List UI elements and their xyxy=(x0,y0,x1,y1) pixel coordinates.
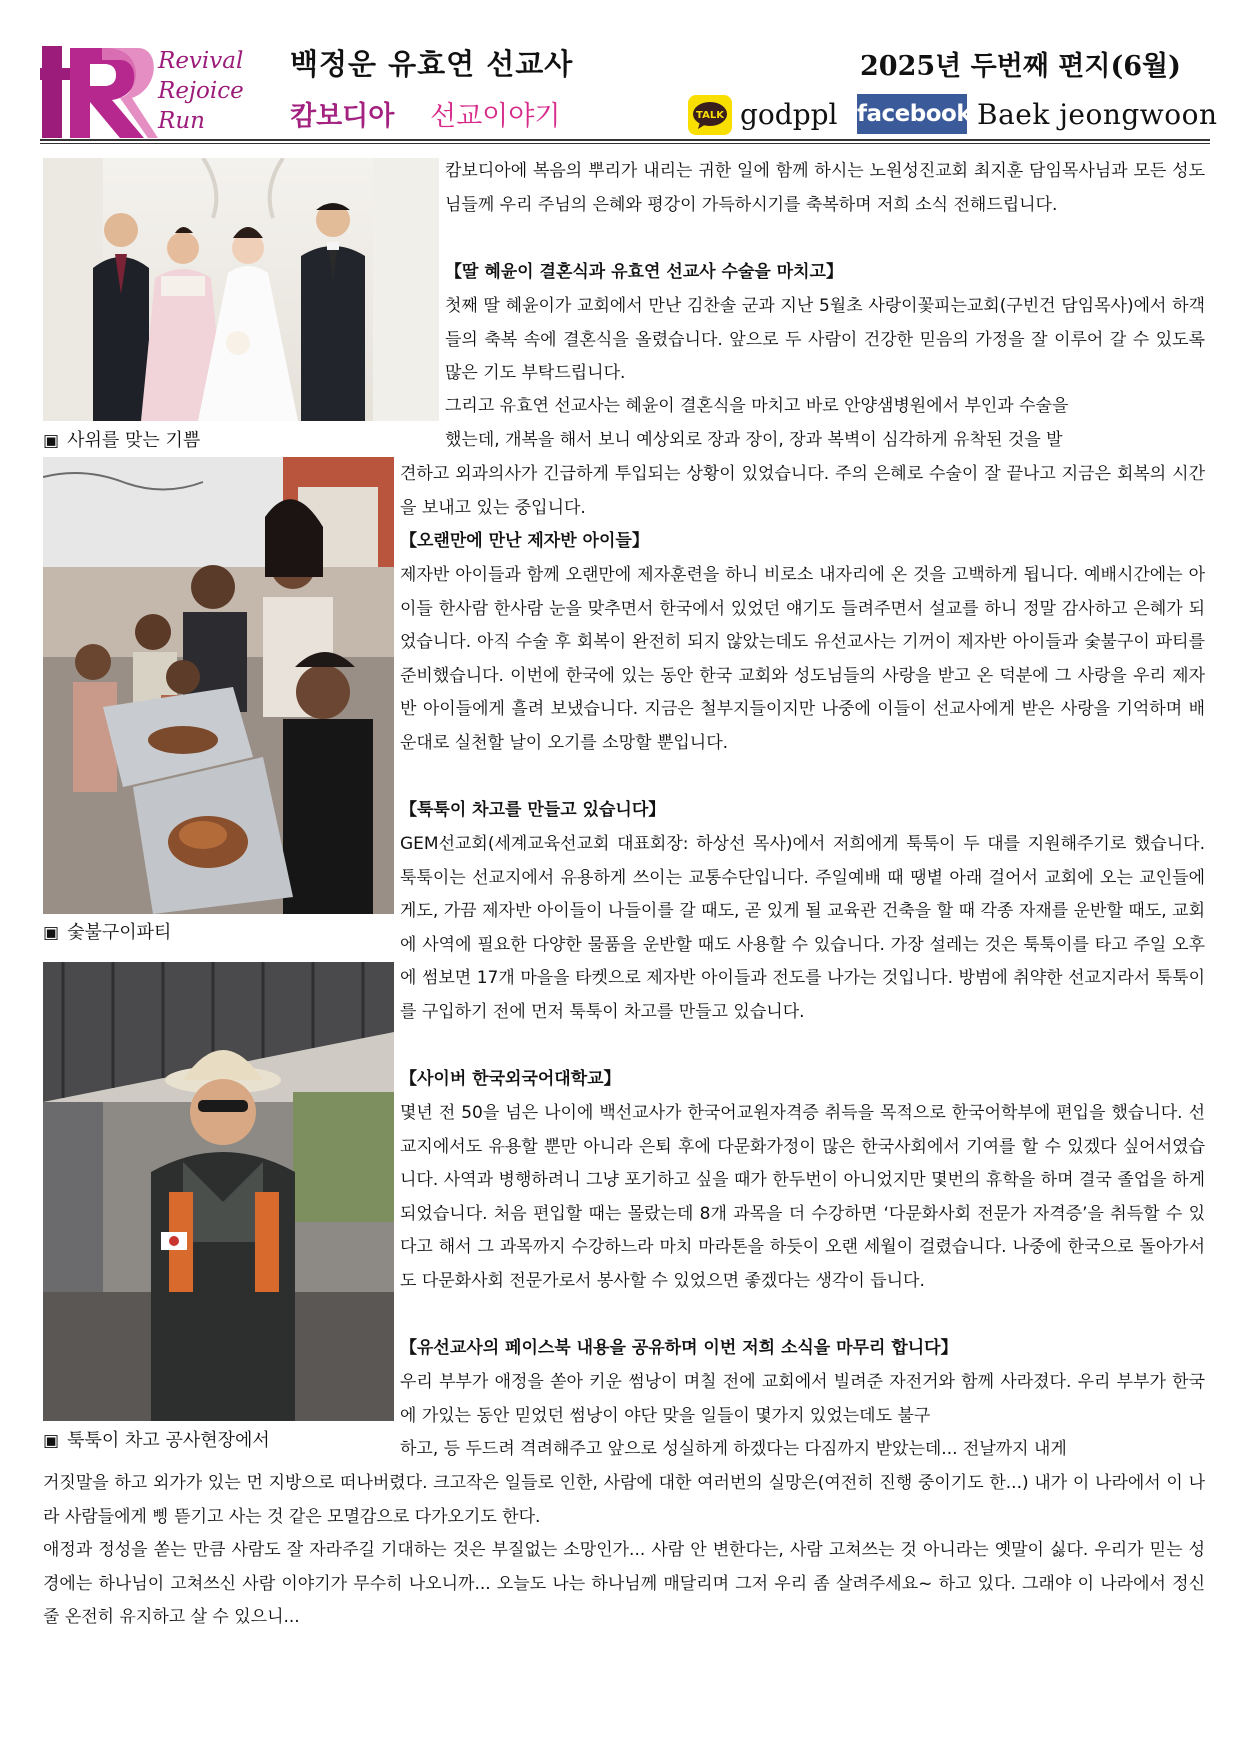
section-heading-facebook: 【유선교사의 페이스북 내용을 공유하며 이번 저희 소식을 마무리 합니다】 xyxy=(400,1338,958,1358)
header-rule-thin xyxy=(40,143,1210,144)
missionary-names: 백정운 유효연 선교사 xyxy=(290,47,574,81)
disciples-paragraph: 제자반 아이들과 함께 오랜만에 제자훈련을 하니 비로소 내자리에 온 것을 고백하게 됩니다. 예배시간에는 아이들 한사람 한사람 눈을 맞추면서 한국에서 있었던 얘기도 들려주면서 설교를 하니 정말 감사하고 은혜가 되었습니다. 아직 수술 후 회복이 완전히 되지 않았는데도 유선교사는 기꺼이 제자반 아이들과 숯불구이 파티를 준비했습니다. 이번에 한국에 있는 동안 한국 교회와 성도님들의 사랑을 받고 온 덕분에 그 사랑을 우리 제자반 아이들에게 흘려 보냈습니다. 지금은 철부지들이지만 나중에 이들이 선교사에게 받은 사랑을 기억하며 배운대로 실천할 날이 오기를 소망할 뿐입니다. xyxy=(400,565,1205,753)
logo-word-revival: Revival xyxy=(158,48,244,74)
ministry-logo xyxy=(40,44,160,140)
logo-word-run: Run xyxy=(158,108,205,134)
kakaotalk-id: godppl xyxy=(740,98,838,131)
garage-site-photo xyxy=(43,962,394,1421)
facebook-paragraph-line: 하고, 등 두드려 격려해주고 앞으로 성실하게 하겠다는 다짐까지 받았는데... 전날까지 내게 xyxy=(400,1439,1067,1459)
bbq-party-photo xyxy=(43,457,394,914)
wedding-paragraph: 첫째 딸 혜윤이가 교회에서 만난 김찬솔 군과 지난 5월초 사랑이꽃피는교회(구빈건 담임목사)에서 하객들의 축복 속에 결혼식을 올렸습니다. 앞으로 두 사람이 건강한 믿음의 가정을 잘 이루어 갈 수 있도록 많은 기도 부탁드립니다. xyxy=(445,296,1205,384)
caption-marker: ▣ xyxy=(43,923,60,943)
facebook-name: Baek jeongwoon xyxy=(977,98,1218,131)
issue-label: 2025년 두번째 편지(6월) xyxy=(860,51,1181,82)
kakaotalk-icon-label: TALK xyxy=(696,110,724,121)
subtitle-country: 캄보디아 xyxy=(290,101,395,132)
section-heading-university: 【사이버 한국외국어대학교】 xyxy=(400,1069,621,1089)
intro-paragraph: 캄보디아에 복음의 뿌리가 내리는 귀한 일에 함께 하시는 노원성진교회 최지훈 담임목사님과 모든 성도님들께 우리 주님의 은혜와 평강이 가득하시기를 축복하며 저희 소식 전해드립니다. xyxy=(445,161,1205,215)
bbq-party-photo-caption: ▣ 숯불구이파티 xyxy=(43,922,172,943)
facebook-logo: facebook xyxy=(857,94,967,134)
closing-paragraph: 애정과 정성을 쏟는 만큼 사람도 잘 자라주길 기대하는 것은 부질없는 소망인가... 사람 안 변한다는, 사람 고쳐쓰는 것 아니라는 옛말이 싫다. 우리가 믿는 성경에는 하나님이 고쳐쓰신 사람 이야기가 무수히 나오니까... 오늘도 나는 하나님께 매달리며 그저 우리 좀 살려주세요~ 하고 있다. 그래야 이 나라에서 정신줄 온전히 유지하고 살 수 있으니... xyxy=(43,1540,1205,1628)
kakaotalk-icon xyxy=(688,95,732,135)
surgery-paragraph-line2: 했는데, 개복을 해서 보니 예상외로 장과 장이, 장과 복벽이 심각하게 유착된 것을 발 xyxy=(445,430,1063,450)
garage-site-photo-caption: ▣ 툭툭이 차고 공사현장에서 xyxy=(43,1430,270,1451)
facebook-paragraph-rest: 거짓말을 하고 외가가 있는 먼 지방으로 떠나버렸다. 크고작은 일들로 인한, 사람에 대한 여러번의 실망은(여전히 진행 중이기도 한...) 내가 이 나라에서 이 나라 사람들에게 삥 뜯기고 사는 것 같은 모멸감으로 다가오기도 한다. xyxy=(43,1473,1205,1527)
caption-marker: ▣ xyxy=(43,431,60,451)
header-rule xyxy=(40,139,1210,141)
university-paragraph: 몇년 전 50을 넘은 나이에 백선교사가 한국어교원자격증 취득을 목적으로 한국어학부에 편입을 했습니다. 선교지에서도 유용할 뿐만 아니라 은퇴 후에 다문화가정이 많은 한국사회에서 기여를 할 수 있겠다 싶어서였습니다. 사역과 병행하려니 그냥 포기하고 싶을 때가 한두번이 아니었지만 몇번의 휴학을 하며 결국 졸업을 하게 되었습니다. 처음 편입할 때는 몰랐는데 8개 과목을 더 수강하면 ‘다문화사회 전문가 자격증’을 취득할 수 있다고 해서 그 과목까지 수강하느라 마치 마라톤을 하듯이 오랜 세월이 걸렸습니다. 나중에 한국으로 돌아가서도 다문화사회 전문가로서 봉사할 수 있었으면 좋겠다는 생각이 듭니다. xyxy=(400,1103,1205,1291)
surgery-paragraph-line1: 그리고 유효연 선교사는 혜윤이 결혼식을 마치고 바로 안양샘병원에서 부인과 수술을 xyxy=(445,396,1069,416)
section-heading-wedding: 【딸 혜윤이 결혼식과 유효연 선교사 수술을 마치고】 xyxy=(445,262,843,282)
subtitle-story: 선교이야기 xyxy=(430,101,561,132)
surgery-paragraph-rest: 견하고 외과의사가 긴급하게 투입되는 상황이 있었습니다. 주의 은혜로 수술이 잘 끝나고 지금은 회복의 시간을 보내고 있는 중입니다. xyxy=(400,464,1205,518)
wedding-photo-caption: ▣ 사위를 맞는 기쁨 xyxy=(43,430,201,451)
caption-marker: ▣ xyxy=(43,1431,60,1451)
logo-word-rejoice: Rejoice xyxy=(158,78,244,104)
garage-paragraph: GEM선교회(세계교육선교회 대표회장: 하상선 목사)에서 저희에게 툭툭이 두 대를 지원해주기로 했습니다. 툭툭이는 선교지에서 유용하게 쓰이는 교통수단입니다. 주일예배 때 땡볕 아래 걸어서 교회에 오는 교인들에게도, 가끔 제자반 아이들이 나들이를 갈 때도, 곧 있게 될 교육관 건축을 할 때 각종 자재를 운반할 때도, 교회에 사역에 필요한 다양한 물품을 운반할 때도 사용할 수 있습니다. 가장 설레는 것은 툭툭이를 타고 주일 오후에 썸보면 17개 마을을 타켓으로 제자반 아이들과 전도를 나가는 것입니다. 방범에 취약한 선교지라서 툭툭이를 구입하기 전에 먼저 툭툭이 차고를 만들고 있습니다. xyxy=(400,834,1205,1022)
facebook-paragraph-top: 우리 부부가 애정을 쏟아 키운 썸낭이 며칠 전에 교회에서 빌려준 자전거와 함께 사라졌다. 우리 부부가 한국에 가있는 동안 믿었던 썸낭이 야단 맞을 일들이 몇가지 있었는데도 불구 xyxy=(400,1372,1205,1426)
section-heading-disciples: 【오랜만에 만난 제자반 아이들】 xyxy=(400,531,649,551)
wedding-photo xyxy=(43,158,439,421)
section-heading-garage: 【툭툭이 차고를 만들고 있습니다】 xyxy=(400,800,666,820)
